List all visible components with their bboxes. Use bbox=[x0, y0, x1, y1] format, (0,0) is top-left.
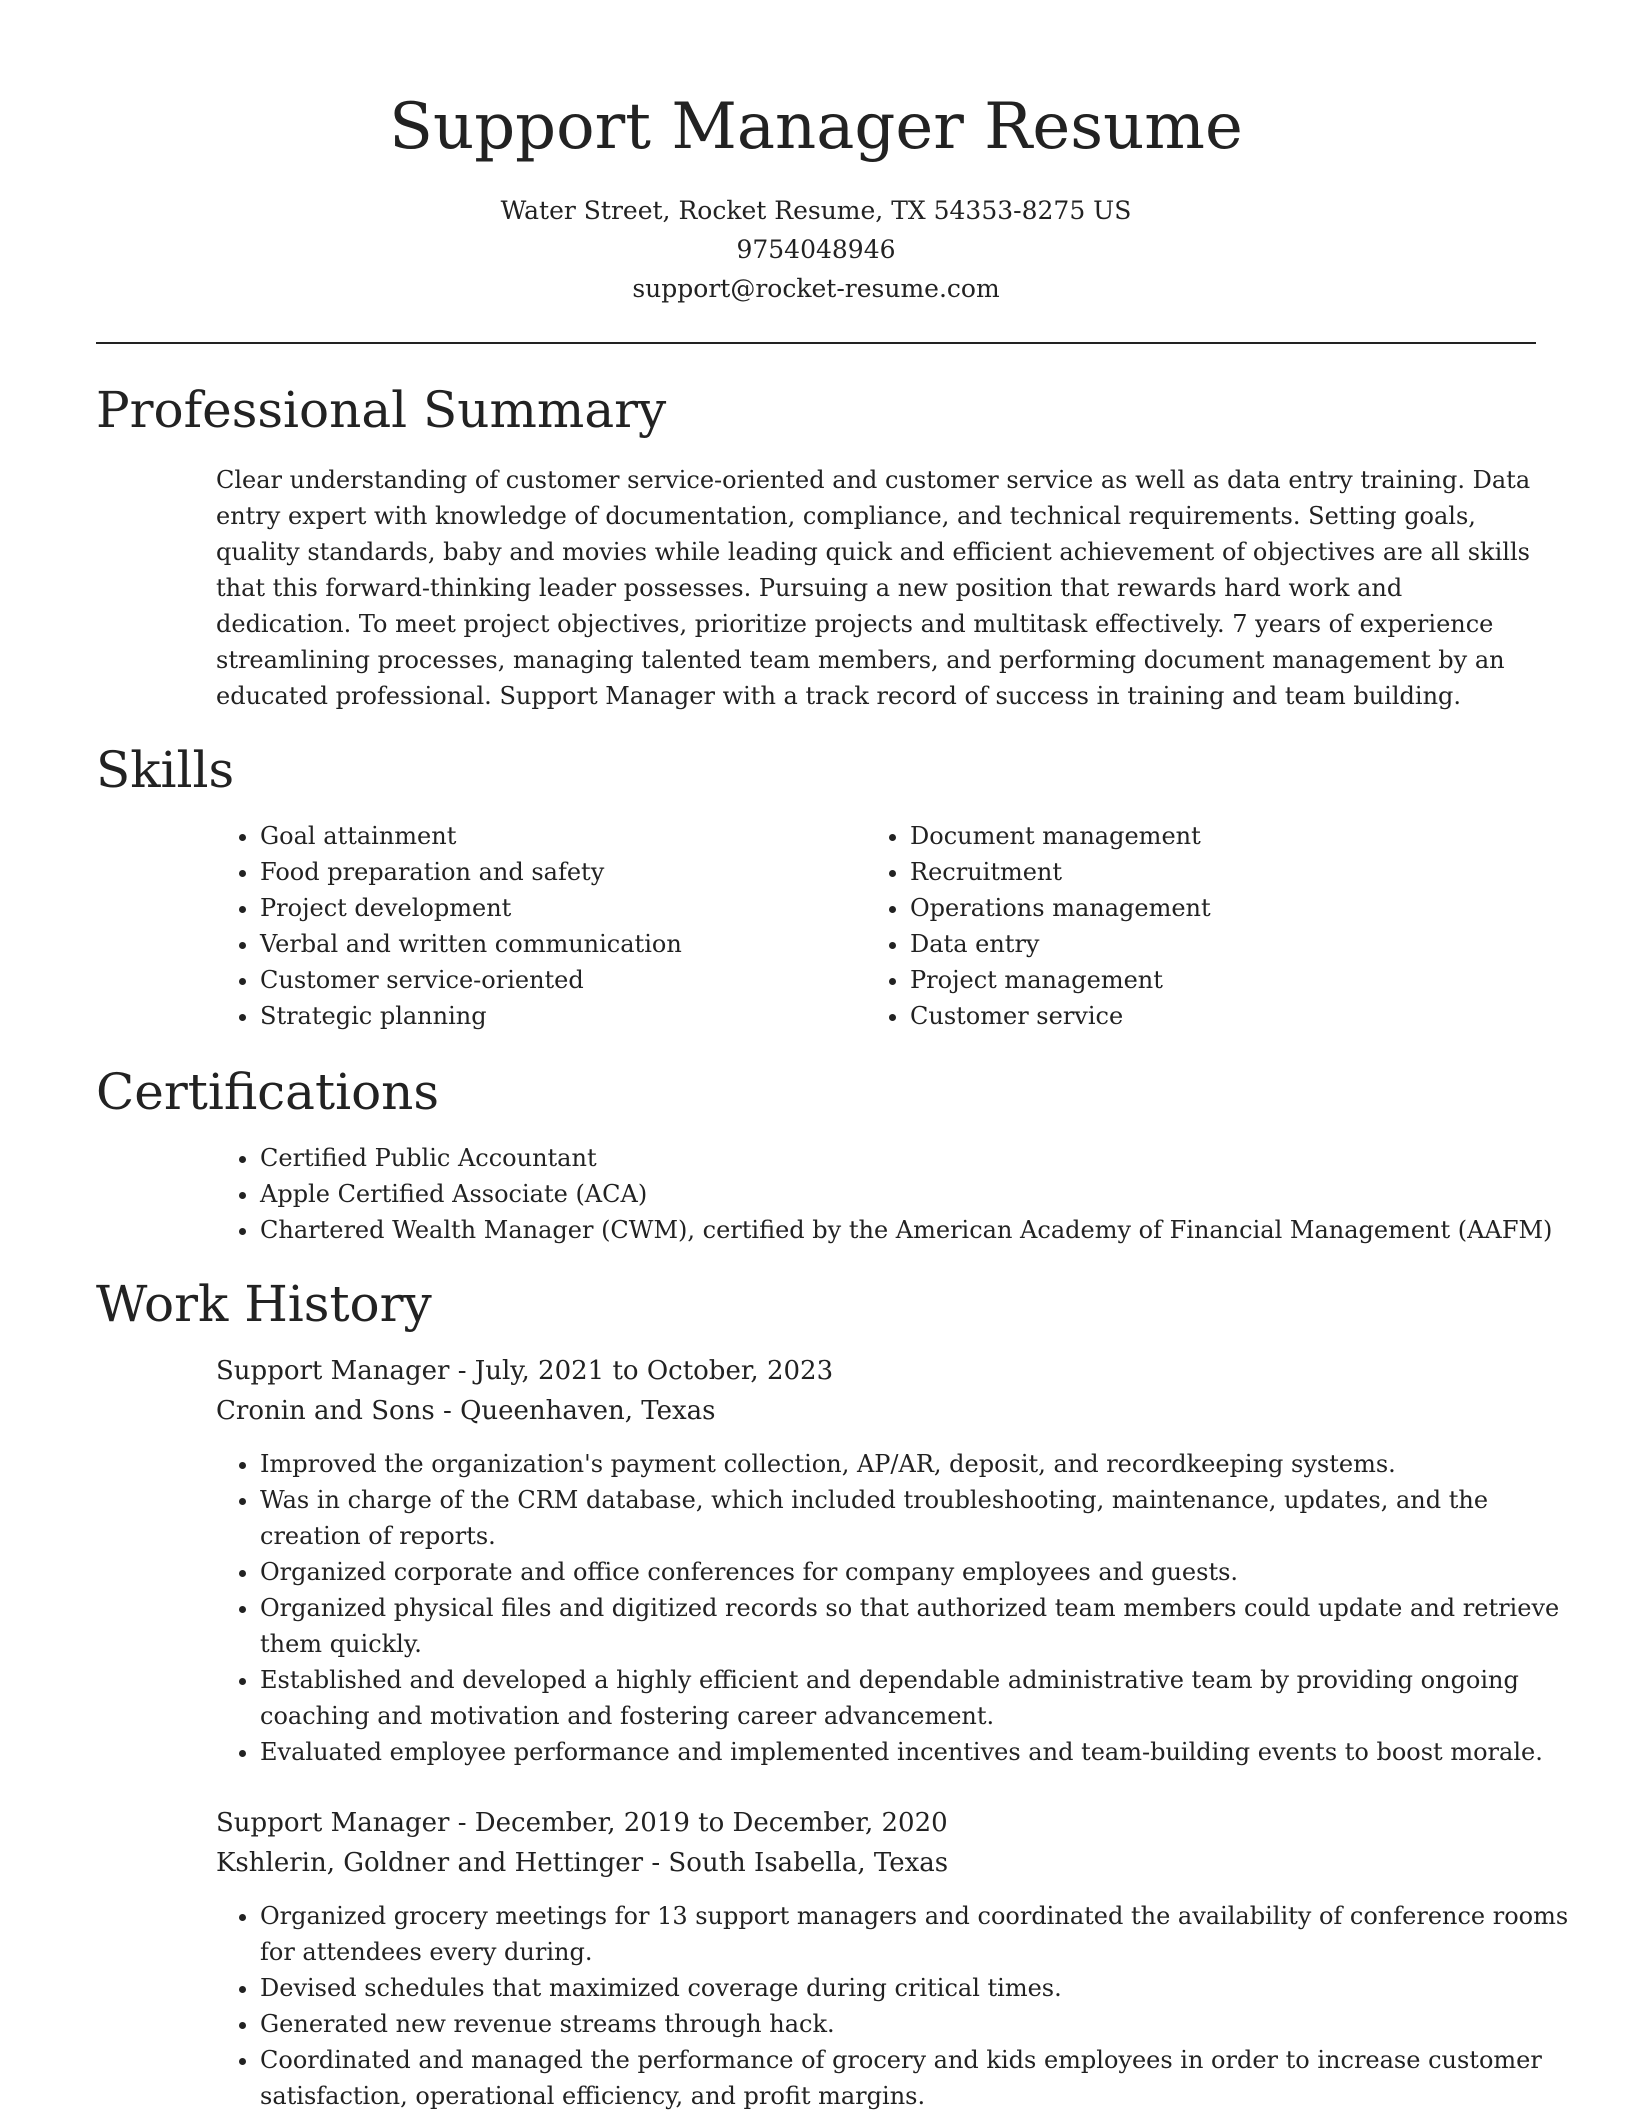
contact-phone: 9754048946 bbox=[736, 235, 896, 264]
work-history-heading: Work History bbox=[96, 1275, 432, 1333]
contact-email: support@rocket-resume.com bbox=[632, 274, 1000, 303]
list-item: • Devised schedules that maximized coverage during critical times. bbox=[260, 1970, 1580, 2006]
list-item: • Project management bbox=[910, 962, 1570, 998]
job-location: - Queenhaven, Texas bbox=[434, 1396, 716, 1426]
skills-list-right bbox=[866, 818, 1570, 1034]
summary-text: Clear understanding of customer service-oriented and customer service as well as data entry training. Data entry expert with knowledge of documentation, compliance, and technical requirements. Setting goals, quality standards, baby and movies while leading quick and efficient achievement of objectives are all skills that this forward-thinking leader possesses. Pursuing a new position that rewards hard work and dedication. To meet project objectives, prioritize projects and multitask effectively. 7 years of experience streamlining processes, managing talented team members, and performing document management by an educated professional. Support Manager with a track record of success in training and team building. bbox=[216, 466, 1531, 710]
list-item: • Certified Public Accountant bbox=[260, 1140, 1580, 1176]
job-title-line bbox=[216, 1351, 833, 1391]
job-company-line bbox=[216, 1391, 715, 1431]
list-item: • Food preparation and safety bbox=[260, 854, 860, 890]
job-title-line bbox=[216, 1803, 948, 1843]
certifications-heading: Certifications bbox=[96, 1063, 440, 1121]
list-item: • Goal attainment bbox=[260, 818, 860, 854]
list-item: • Coordinated and managed the performance of grocery and kids employees in order to increase customer satisfaction, operational efficiency, and profit margins. bbox=[260, 2042, 1580, 2114]
list-item: • Established and developed a highly efficient and dependable administrative team by providing ongoing coaching and motivation and fostering career advancement. bbox=[260, 1662, 1580, 1734]
list-item: • Customer service-oriented bbox=[260, 962, 860, 998]
list-item: • Customer service bbox=[910, 998, 1570, 1034]
list-item: • Organized physical files and digitized records so that authorized team members could update and retrieve them quickly. bbox=[260, 1590, 1580, 1662]
list-item: • Operations management bbox=[910, 890, 1570, 926]
job-company-line bbox=[216, 1843, 948, 1883]
list-item: • Generated new revenue streams through hack. bbox=[260, 2006, 1580, 2042]
list-item: • Improved the organization's payment collection, AP/AR, deposit, and recordkeeping systems. bbox=[260, 1446, 1580, 1482]
summary-heading: Professional Summary bbox=[96, 381, 667, 439]
skills-list-left bbox=[216, 818, 860, 1034]
job-dates: - July, 2021 to October, 2023 bbox=[449, 1356, 834, 1386]
job-company: Cronin and Sons bbox=[216, 1396, 435, 1426]
job-location: - South Isabella, Texas bbox=[643, 1848, 949, 1878]
resume-title: Support Manager Resume bbox=[389, 90, 1243, 164]
list-item: • Organized corporate and office conferences for company employees and guests. bbox=[260, 1554, 1580, 1590]
list-item: • Apple Certified Associate (ACA) bbox=[260, 1176, 1580, 1212]
list-item: • Data entry bbox=[910, 926, 1570, 962]
job-role: Support Manager bbox=[216, 1808, 450, 1838]
contact-address: Water Street, Rocket Resume, TX 54353-8275 US bbox=[500, 196, 1132, 225]
list-item: • Evaluated employee performance and implemented incentives and team-building events to boost morale. bbox=[260, 1734, 1580, 1770]
list-item: • Recruitment bbox=[910, 854, 1570, 890]
list-item: • Document management bbox=[910, 818, 1570, 854]
skills-heading: Skills bbox=[96, 741, 235, 799]
job-bullets bbox=[216, 1898, 1580, 2114]
job-company: Kshlerin, Goldner and Hettinger bbox=[216, 1848, 644, 1878]
contact-block bbox=[0, 191, 1632, 308]
list-item: • Chartered Wealth Manager (CWM), certified by the American Academy of Financial Management (AAFM) bbox=[260, 1212, 1580, 1248]
job-role: Support Manager bbox=[216, 1356, 450, 1386]
list-item: • Project development bbox=[260, 890, 860, 926]
list-item: • Organized grocery meetings for 13 support managers and coordinated the availability of conference rooms for attendees every during. bbox=[260, 1898, 1580, 1970]
job-bullets bbox=[216, 1446, 1580, 1770]
list-item: • Was in charge of the CRM database, which included troubleshooting, maintenance, updates, and the creation of reports. bbox=[260, 1482, 1580, 1554]
list-item: • Verbal and written communication bbox=[260, 926, 860, 962]
header-divider bbox=[96, 342, 1536, 344]
list-item: • Strategic planning bbox=[260, 998, 860, 1034]
certifications-list bbox=[216, 1140, 1580, 1248]
job-dates: - December, 2019 to December, 2020 bbox=[449, 1808, 948, 1838]
